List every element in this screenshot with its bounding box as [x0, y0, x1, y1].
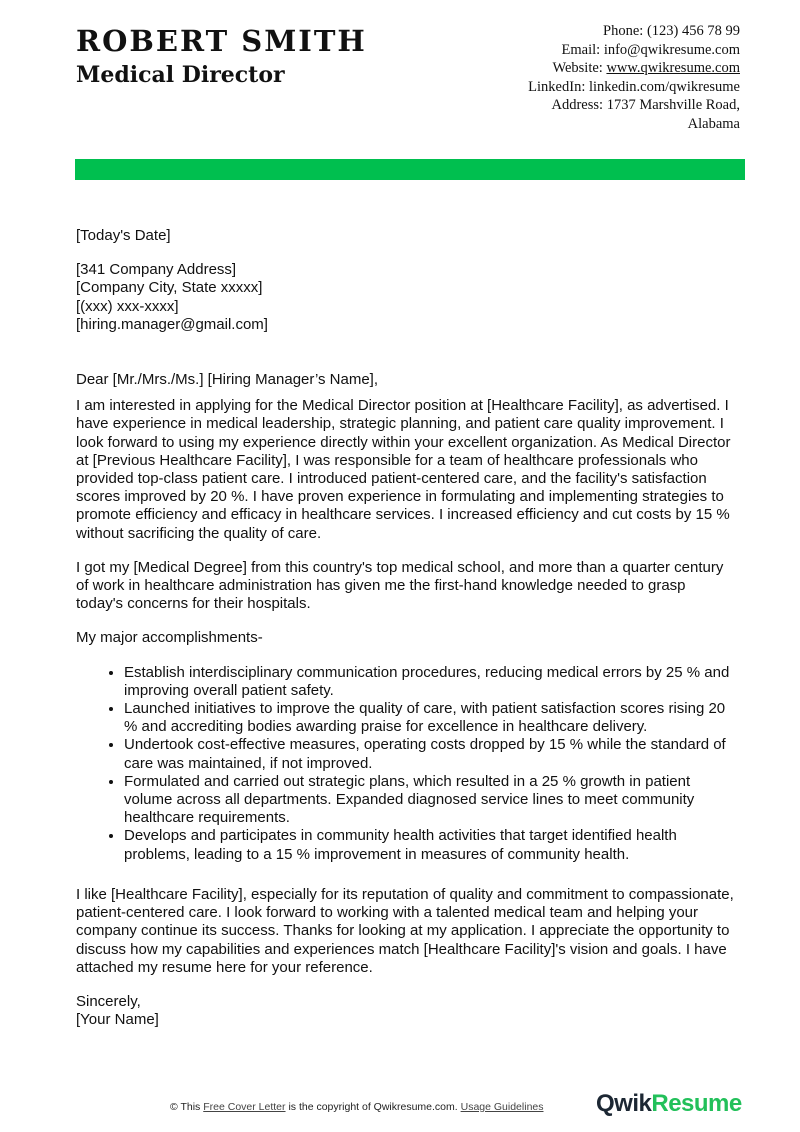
- list-item: • Establish interdisciplinary communication procedures, reducing medical errors by 25 % and improving overall patient safety.: [124, 664, 736, 700]
- recipient-address: [341 Company Address]: [76, 261, 237, 279]
- signature: [Your Name]: [76, 1011, 159, 1029]
- contact-address-line2: Alabama: [687, 115, 740, 132]
- list-item: • Launched initiatives to improve the quality of care, with patient satisfaction scores rising 20 % and accrediting bodies awarding praise for excellence in healthcare delivery.: [124, 700, 736, 736]
- logo-part2: Resume: [651, 1090, 742, 1117]
- contact-linkedin: [528, 78, 740, 97]
- phone-label: Phone:: [603, 23, 644, 39]
- letter-body: [76, 227, 736, 1045]
- contact-block: [528, 22, 740, 133]
- website-label: Website:: [552, 60, 603, 76]
- logo-part1: Qwik: [596, 1090, 652, 1117]
- website-link[interactable]: www.qwikresume.com: [606, 60, 740, 76]
- paragraph-intro: I am interested in applying for the Medical Director position at [Healthcare Facility], as advertised. I have experience in medical leadership, strategic planning, and patient care quality improvement. I look forward to using my experience directly within your excellent organization. As Medical Director at [Previous Healthcare Facility], I was responsible for a team of healthcare professionals who provided top-class patient care. I introduced patient-centered care, and the facility's satisfaction scores improved by 20 %. I have proven experience in formulating and implementing strategies to promote efficiency and efficacy in healthcare services. I increased efficiency and cut costs by 15 % without sacrificing the quality of care.: [76, 397, 731, 542]
- salutation: Dear [Mr./Mrs./Ms.] [Hiring Manager’s Name],: [76, 371, 379, 389]
- closing-paragraph: I like [Healthcare Facility], especially for its reputation of quality and commitment to compassionate, patient-centered care. I look forward to working with a talented medical team and helping your company continue its success. Thanks for looking at my application. I appreciate the opportunity to discuss how my capabilities and experiences match [Healthcare Facility]'s vision and goals. I have attached my resume here for your reference.: [76, 885, 734, 976]
- recipient-city: [Company City, State xxxxx]: [76, 279, 263, 297]
- letter-date: [Today's Date]: [76, 227, 171, 244]
- footer-copyright: [170, 1101, 544, 1113]
- signoff-block: [76, 993, 736, 1029]
- accent-divider: [75, 159, 745, 180]
- footer-prefix: © This: [170, 1101, 201, 1113]
- recipient-phone: [(xxx) xxx-xxxx]: [76, 297, 179, 315]
- paragraph-education: I got my [Medical Degree] from this country's top medical school, and more than a quarter century of work in healthcare administration has given me the first-hand knowledge needed to grasp today's concerns for their hospitals.: [76, 558, 724, 613]
- contact-email: [528, 41, 740, 60]
- accomplishments-heading: My major accomplishments-: [76, 629, 263, 647]
- phone-value: (123) 456 78 99: [646, 23, 740, 39]
- recipient-email: [hiring.manager@gmail.com]: [76, 315, 268, 333]
- contact-website: [528, 59, 740, 78]
- qwikresume-logo[interactable]: [596, 1090, 742, 1118]
- address-line1: 1737 Marshville Road,: [606, 97, 740, 113]
- footer-middle: is the copyright of Qwikresume.com.: [288, 1101, 458, 1113]
- applicant-name: ROBERT SMITH: [76, 24, 367, 58]
- email-label: Email:: [561, 41, 601, 58]
- contact-address: [528, 96, 740, 115]
- job-title: Medical Director: [76, 62, 285, 88]
- signoff: Sincerely,: [76, 992, 141, 1010]
- accomplishments-list: [76, 664, 736, 864]
- usage-guidelines-link[interactable]: Usage Guidelines: [460, 1101, 544, 1113]
- contact-phone: [528, 22, 740, 41]
- free-cover-letter-link[interactable]: Free Cover Letter: [203, 1101, 286, 1113]
- list-item: • Formulated and carried out strategic plans, which resulted in a 25 % growth in patient volume across all departments. Expanded diagnosed service lines to meet community healthcare requirements.: [124, 773, 736, 828]
- linkedin-value[interactable]: linkedin.com/qwikresume: [588, 78, 740, 95]
- list-item: • Undertook cost-effective measures, operating costs dropped by 15 % while the standard of care was maintained, if not improved.: [124, 736, 736, 772]
- address-label: Address:: [551, 97, 604, 113]
- linkedin-label: LinkedIn:: [528, 78, 586, 95]
- recipient-block: [76, 261, 736, 334]
- list-item: • Develops and participates in community health activities that target identified health problems, leading to a 15 % improvement in measures of community health.: [124, 827, 736, 863]
- email-value[interactable]: info@qwikresume.com: [603, 41, 740, 58]
